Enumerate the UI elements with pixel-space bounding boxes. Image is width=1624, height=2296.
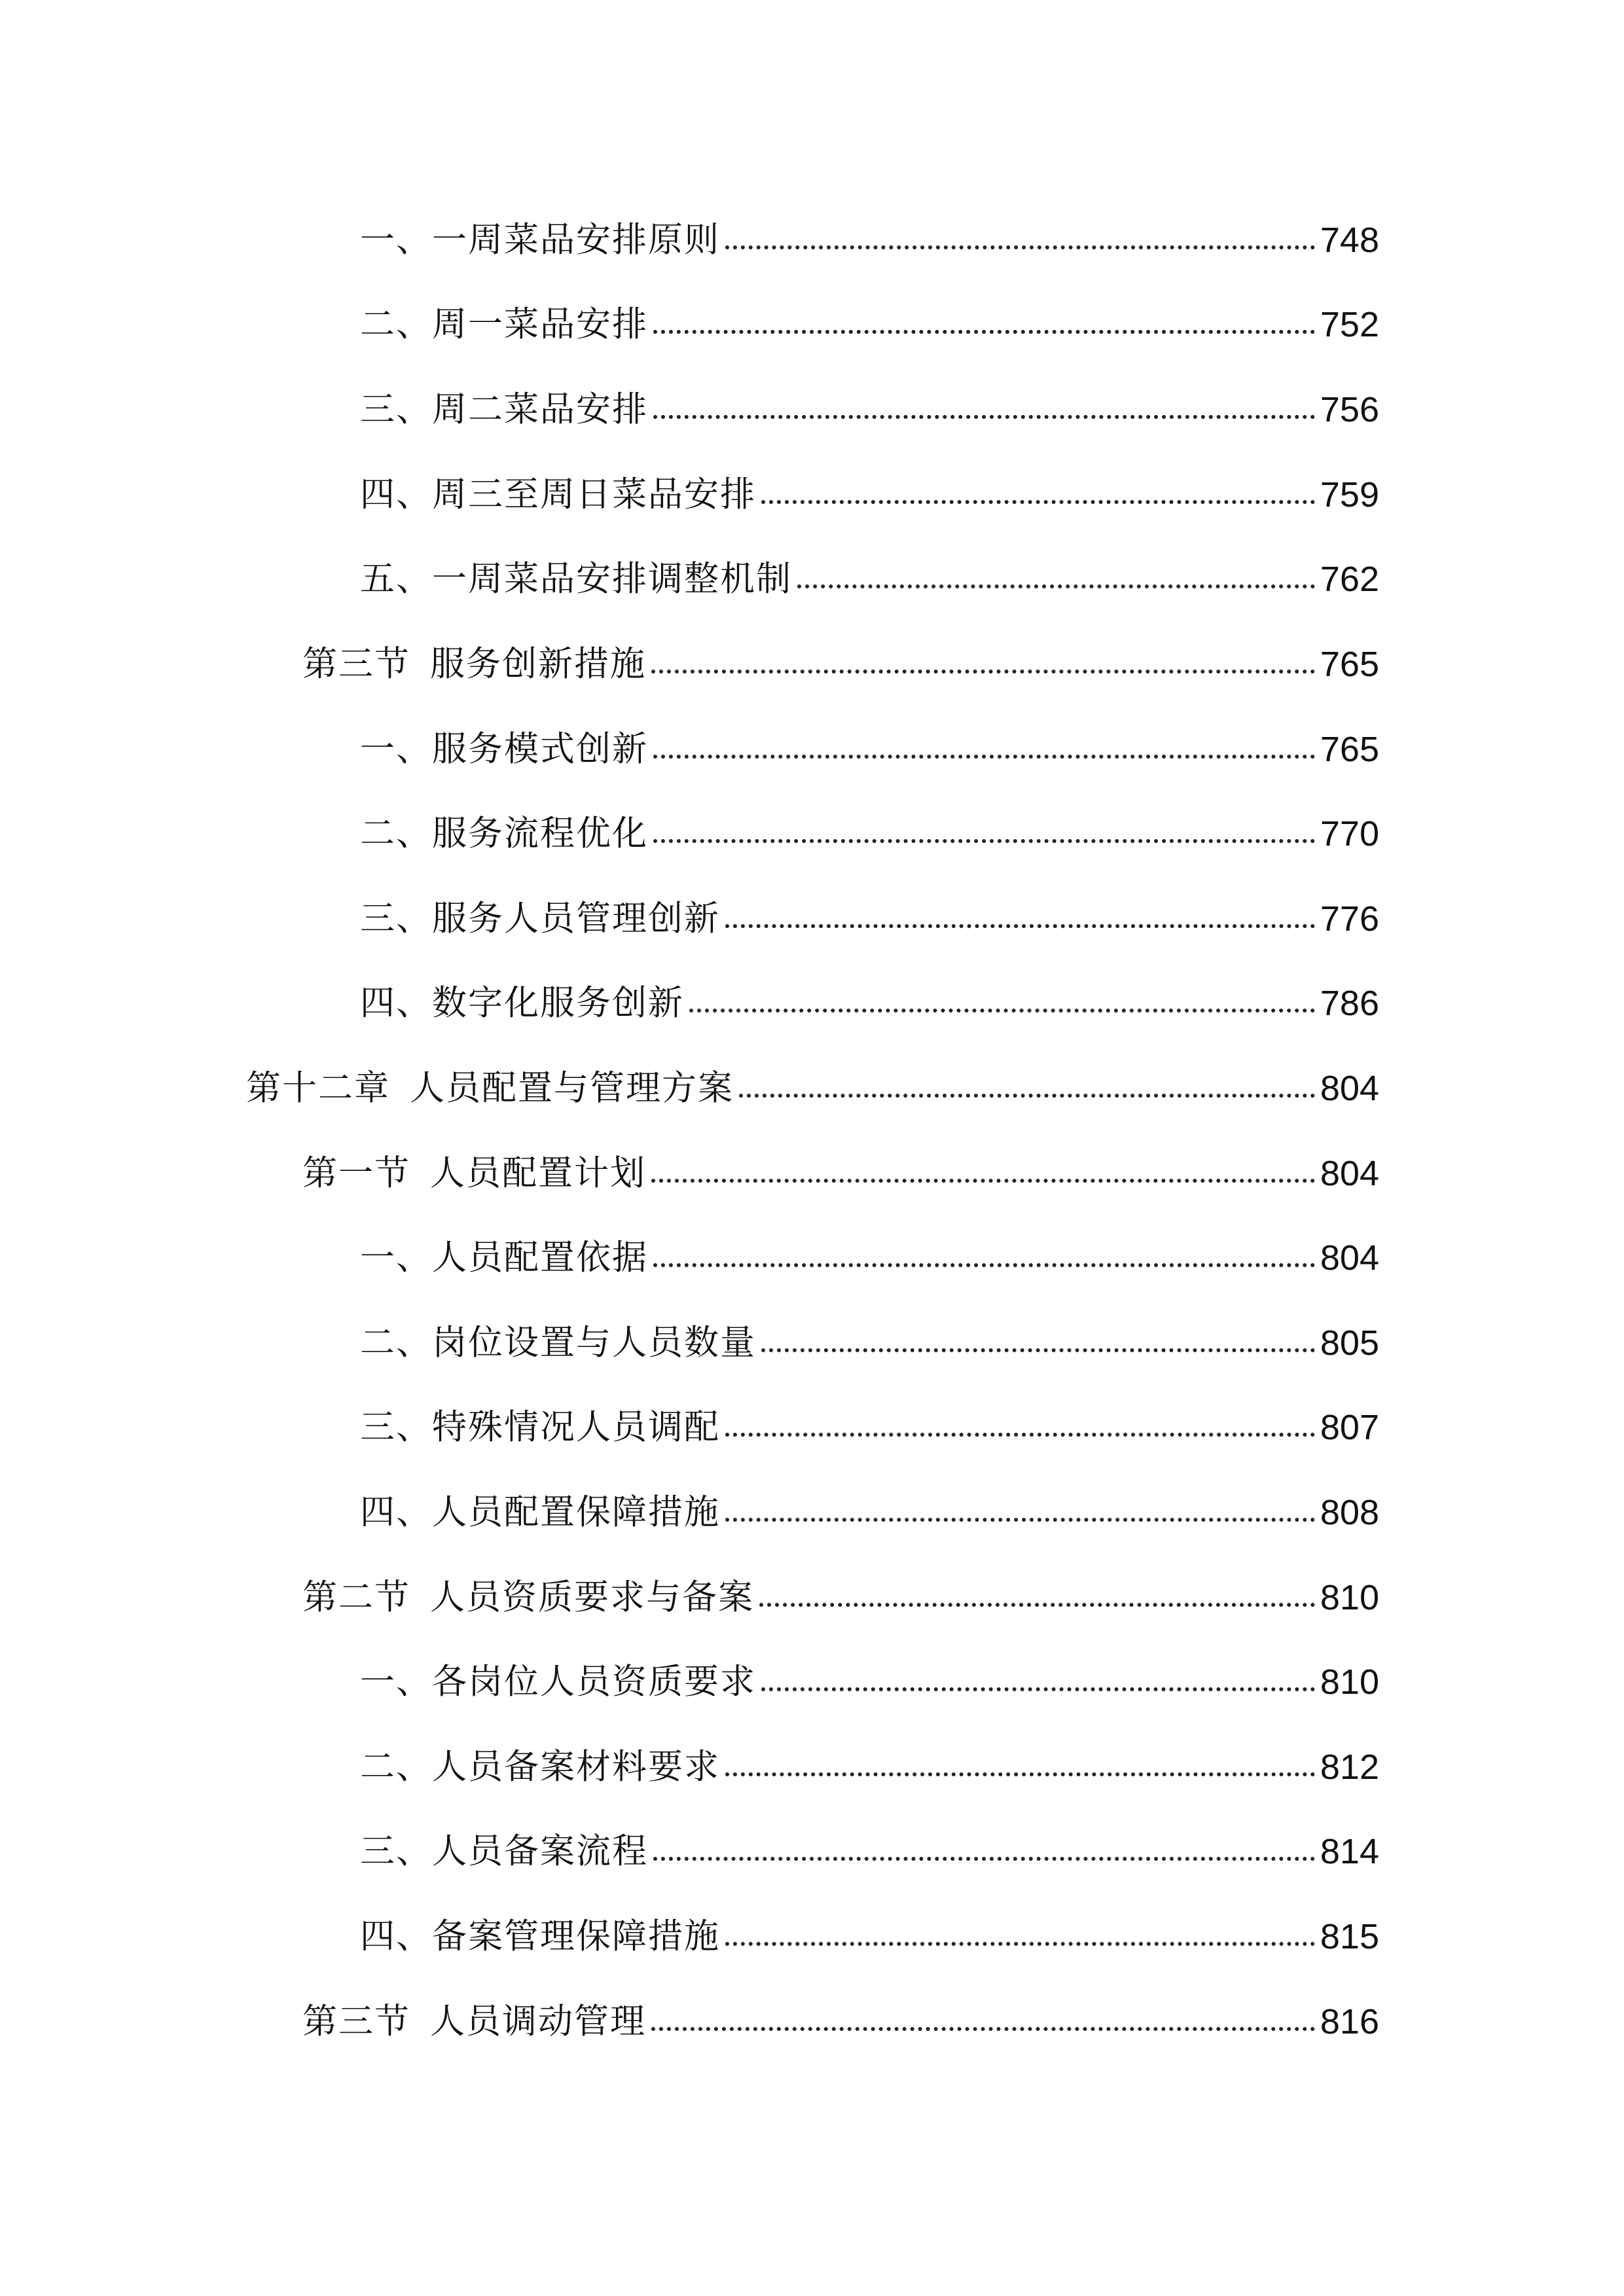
toc-entry-page-number: 810 [1320, 1578, 1379, 1617]
toc-entry[interactable] [360, 893, 1379, 945]
toc-entry-page-number: 770 [1320, 814, 1379, 853]
toc-entry[interactable] [360, 808, 1379, 860]
toc-entry-page-number: 765 [1320, 645, 1379, 684]
dot-leader [651, 1179, 1315, 1183]
toc-entry-title: 人员备案流程 [432, 1831, 648, 1871]
toc-entry[interactable] [360, 1317, 1379, 1369]
dot-leader [653, 755, 1315, 759]
toc-entry-page-number: 804 [1320, 1069, 1379, 1108]
dot-leader [759, 1603, 1315, 1607]
toc-entry[interactable] [360, 1910, 1379, 1963]
toc-entry-title: 人员配置计划 [430, 1153, 646, 1193]
toc-entry-label [360, 1317, 756, 1369]
toc-entry-page-number: 812 [1320, 1748, 1379, 1787]
toc-entry-title: 人员配置依据 [432, 1238, 648, 1278]
toc-entry-prefix: 第三节 [302, 644, 410, 684]
toc-entry[interactable] [360, 214, 1379, 266]
toc-entry-page-number: 815 [1320, 1917, 1379, 1956]
toc-entry[interactable] [302, 1996, 1379, 2048]
dot-leader [653, 839, 1315, 843]
toc-entry-title: 数字化服务创新 [432, 983, 684, 1023]
toc-entry-page-number: 807 [1320, 1408, 1379, 1447]
toc-entry[interactable] [360, 1825, 1379, 1878]
toc-entry[interactable] [302, 638, 1379, 691]
toc-entry-prefix: 一、 [360, 1662, 432, 1702]
toc-entry-page-number: 776 [1320, 899, 1379, 939]
toc-entry-page-number: 816 [1320, 2002, 1379, 2041]
toc-entry[interactable] [302, 1147, 1379, 1200]
toc-entry-label [360, 808, 648, 860]
dot-leader [725, 1772, 1315, 1776]
toc-entry-prefix: 二、 [360, 1747, 432, 1787]
toc-entry-label [302, 1571, 754, 1624]
toc-entry-title: 周二菜品安排 [432, 389, 648, 429]
toc-entry-label [360, 384, 648, 436]
toc-entry-prefix: 三、 [360, 389, 432, 429]
toc-entry[interactable] [360, 384, 1379, 436]
toc-entry-title: 人员备案材料要求 [432, 1747, 720, 1787]
toc-entry-prefix: 三、 [360, 899, 432, 939]
toc-entry-prefix: 一、 [360, 1238, 432, 1278]
dot-leader [761, 500, 1315, 504]
toc-entry-label [360, 977, 684, 1030]
toc-entry-label [360, 1741, 720, 1793]
toc-entry[interactable] [360, 977, 1379, 1030]
toc-entry[interactable] [360, 1741, 1379, 1793]
dot-leader [651, 670, 1315, 673]
dot-leader [761, 1687, 1315, 1691]
toc-entry-prefix: 一、 [360, 220, 432, 260]
toc-entry-prefix: 二、 [360, 814, 432, 853]
toc-entry[interactable] [302, 1571, 1379, 1624]
toc-entry-title: 人员配置保障措施 [432, 1492, 720, 1532]
toc-entry-prefix: 第三节 [302, 2001, 410, 2041]
toc-entry-title: 周一菜品安排 [432, 304, 648, 344]
toc-entry-page-number: 808 [1320, 1493, 1379, 1532]
toc-entry-title: 人员配置与管理方案 [410, 1068, 734, 1108]
toc-entry-title: 一周菜品安排原则 [432, 220, 720, 260]
dot-leader [653, 330, 1315, 334]
toc-entry-page-number: 756 [1320, 390, 1379, 429]
toc-entry-title: 一周菜品安排调整机制 [432, 559, 792, 599]
toc-entry[interactable] [360, 723, 1379, 776]
toc-entry-label [360, 1401, 720, 1454]
toc-entry-label [360, 1825, 648, 1878]
toc-entry-prefix: 四、 [360, 1492, 432, 1532]
toc-entry-page-number: 804 [1320, 1238, 1379, 1278]
toc-entry[interactable] [360, 1486, 1379, 1539]
toc-entry[interactable] [360, 1401, 1379, 1454]
dot-leader [725, 1942, 1315, 1946]
toc-entry-label [360, 298, 648, 351]
toc-entry-title: 备案管理保障措施 [432, 1916, 720, 1956]
toc-entry-title: 服务创新措施 [430, 644, 646, 684]
toc-entry-label [302, 1996, 646, 2048]
toc-entry-title: 周三至周日菜品安排 [432, 475, 756, 514]
toc-entry-title: 各岗位人员资质要求 [432, 1662, 756, 1702]
toc-entry-prefix: 五、 [360, 559, 432, 599]
toc-entry-page-number: 810 [1320, 1662, 1379, 1702]
toc-entry-prefix: 第一节 [302, 1153, 410, 1193]
toc-entry-prefix: 四、 [360, 475, 432, 514]
dot-leader [797, 584, 1315, 588]
toc-entry-prefix: 四、 [360, 983, 432, 1023]
dot-leader [725, 1518, 1315, 1522]
toc-entry-prefix: 三、 [360, 1831, 432, 1871]
toc-entry-prefix: 三、 [360, 1407, 432, 1447]
toc-entry[interactable] [360, 553, 1379, 605]
toc-entry-label [360, 1486, 720, 1539]
toc-entry-page-number: 762 [1320, 560, 1379, 599]
toc-entry-title: 特殊情况人员调配 [432, 1407, 720, 1447]
toc-entry[interactable] [246, 1062, 1379, 1115]
toc-entry-prefix: 一、 [360, 729, 432, 769]
toc-entry-label [360, 893, 720, 945]
toc-entry[interactable] [360, 469, 1379, 521]
toc-entry-page-number: 748 [1320, 221, 1379, 260]
toc-entry-prefix: 第十二章 [246, 1068, 390, 1108]
dot-leader [739, 1094, 1315, 1098]
dot-leader [651, 2027, 1315, 2031]
toc-entry[interactable] [360, 1656, 1379, 1708]
toc-entry-label [360, 1232, 648, 1284]
toc-entry-page-number: 805 [1320, 1323, 1379, 1363]
toc-entry-page-number: 759 [1320, 475, 1379, 514]
dot-leader [761, 1348, 1315, 1352]
toc-entry-title: 服务流程优化 [432, 814, 648, 853]
dot-leader [653, 1857, 1315, 1861]
dot-leader [653, 415, 1315, 419]
dot-leader [725, 924, 1315, 928]
toc-entry-label [360, 553, 792, 605]
toc-entry-title: 服务模式创新 [432, 729, 648, 769]
toc-entry-title: 人员资质要求与备案 [430, 1577, 754, 1617]
toc-entry[interactable] [360, 298, 1379, 351]
dot-leader [725, 1433, 1315, 1437]
toc-entry-label [360, 214, 720, 266]
toc-entry-label [360, 1656, 756, 1708]
toc-entry-page-number: 786 [1320, 984, 1379, 1023]
toc-entry-prefix: 二、 [360, 1323, 432, 1363]
toc-entry-page-number: 765 [1320, 730, 1379, 769]
toc-entry-page-number: 804 [1320, 1154, 1379, 1193]
toc-entry-label [360, 1910, 720, 1963]
toc-entry-prefix: 四、 [360, 1916, 432, 1956]
toc-entry-label [302, 638, 646, 691]
toc-entry-title: 岗位设置与人员数量 [432, 1323, 756, 1363]
toc-entry-title: 服务人员管理创新 [432, 899, 720, 939]
toc-entry-label [360, 469, 756, 521]
toc-entry-page-number: 752 [1320, 305, 1379, 344]
toc-entry-page-number: 814 [1320, 1832, 1379, 1871]
dot-leader [689, 1009, 1315, 1013]
toc-entry[interactable] [360, 1232, 1379, 1284]
toc-entry-label [360, 723, 648, 776]
toc-entry-label [246, 1062, 734, 1115]
toc-entry-title: 人员调动管理 [430, 2001, 646, 2041]
dot-leader [653, 1263, 1315, 1267]
dot-leader [725, 245, 1315, 249]
toc-entry-label [302, 1147, 646, 1200]
toc-entry-prefix: 第二节 [302, 1577, 410, 1617]
toc-entry-prefix: 二、 [360, 304, 432, 344]
